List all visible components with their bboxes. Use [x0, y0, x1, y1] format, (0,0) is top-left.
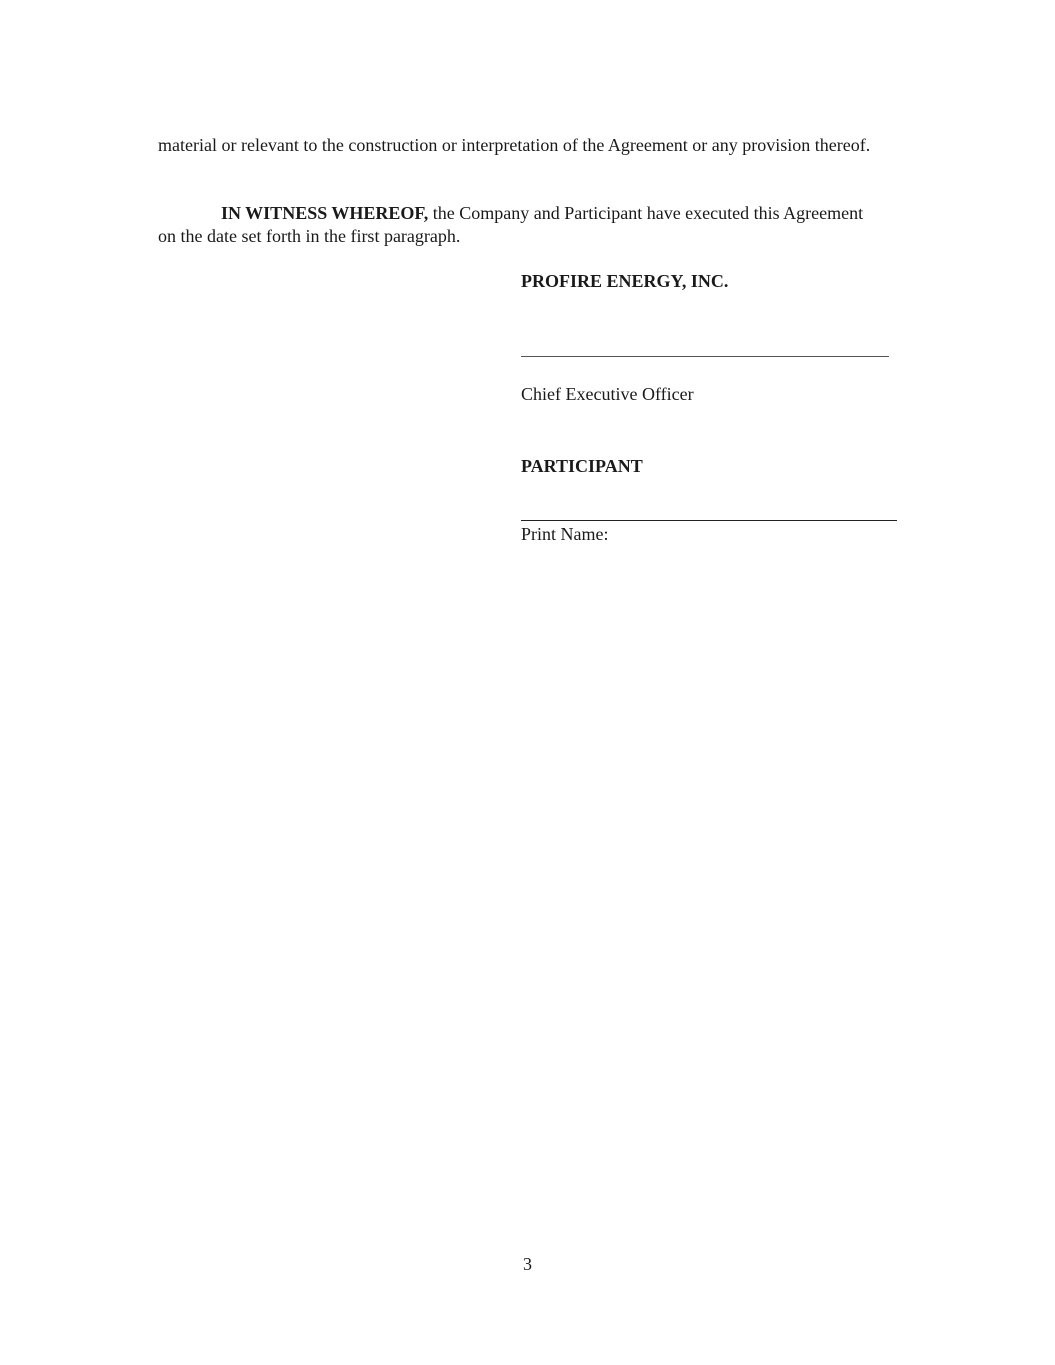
- participant-heading: PARTICIPANT: [521, 456, 643, 476]
- witness-clause-lead: IN WITNESS WHEREOF,: [221, 203, 429, 223]
- participant-signature-block: [521, 455, 643, 478]
- company-name: PROFIRE ENERGY, INC.: [521, 271, 729, 291]
- print-name-label: Print Name:: [521, 524, 609, 544]
- page-number: 3: [523, 1254, 532, 1274]
- company-signer-title-block: [521, 383, 694, 406]
- participant-signature-line: [521, 520, 897, 521]
- closing-clause-text: material or relevant to the construction or interpretation of the Agreement or any provision thereof.: [158, 135, 871, 155]
- witness-clause-text: the Company and Participant have executed this Agreement on the date set forth in the first paragraph.: [158, 203, 864, 246]
- company-signature-line: [521, 356, 889, 357]
- company-signature-block: [521, 270, 728, 293]
- participant-print-name-block: [521, 523, 609, 546]
- witness-clause: [158, 202, 878, 248]
- company-signer-title: Chief Executive Officer: [521, 384, 694, 404]
